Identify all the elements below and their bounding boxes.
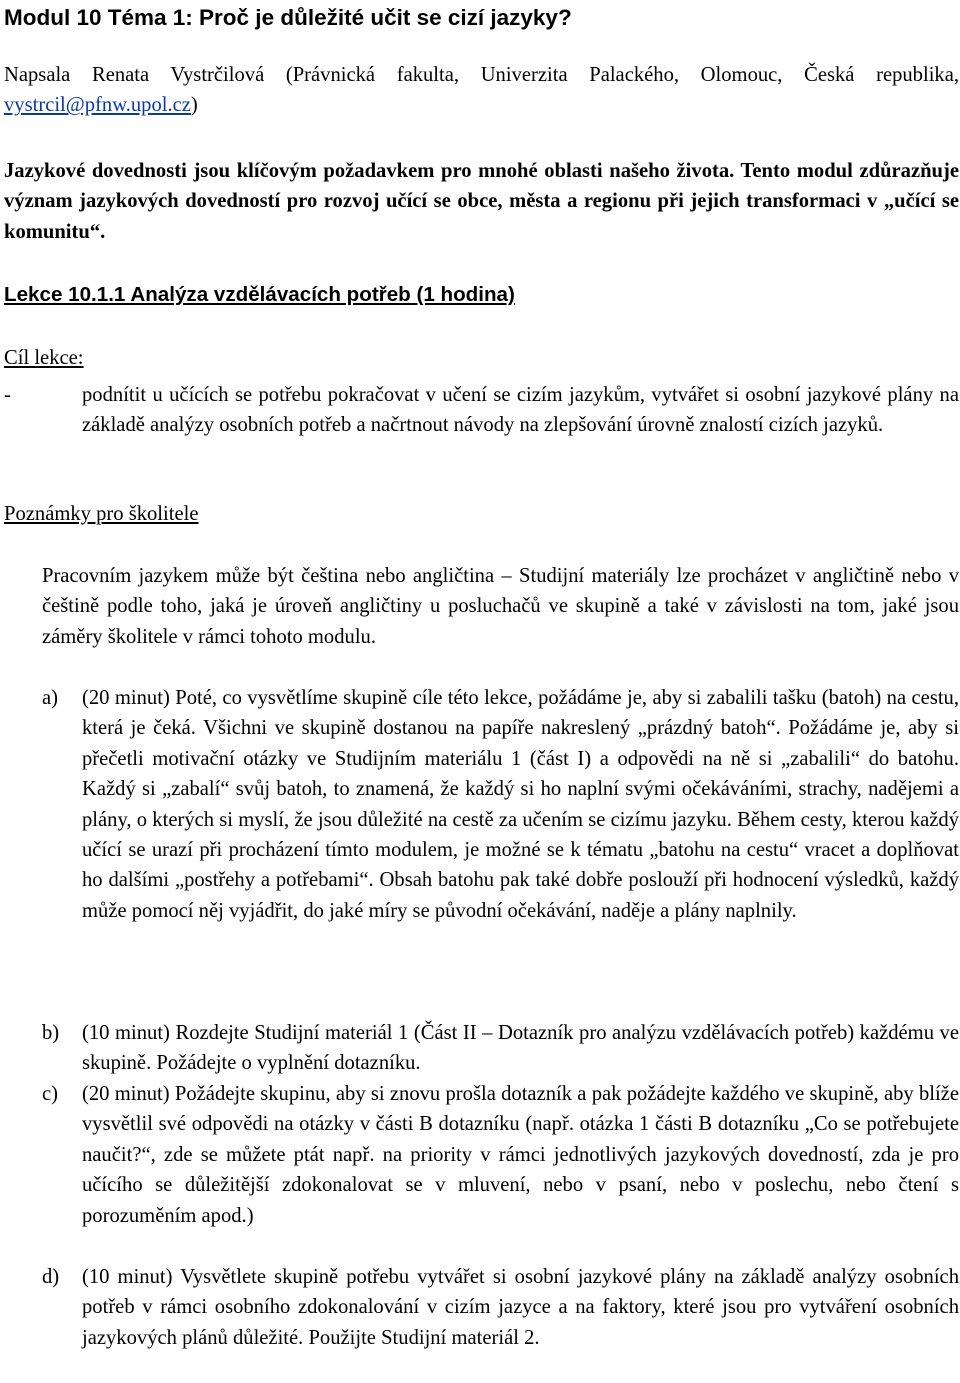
step-marker: a) [42, 687, 58, 709]
notes-heading-text: Poznámky pro školitele [4, 503, 199, 525]
step-marker: d) [42, 1266, 60, 1288]
goal-heading [4, 343, 84, 373]
notes-intro: Pracovním jazykem může být čeština nebo angličtina – Studijní materiály lze procházet v angličtině nebo v češtině podle toho, jaká je úroveň angličtiny u posluchačů ve skupině a také v závislosti na tom, jaké jsou záměry školitele v rámci tohoto modulu. [42, 565, 959, 648]
step-text: (10 minut) Rozdejte Studijní materiál 1 (Část II – Dotazník pro analýzu vzdělávacích potřeb) každému ve skupině. Požádejte o vyplnění dotazníku. [82, 1022, 959, 1075]
email-link[interactable]: vystrcil@pfnw.upol.cz [4, 94, 191, 117]
step-text: (20 minut) Poté, co vysvětlíme skupině cíle této lekce, požádáme je, aby si zabalili tašku (batoh) na cestu, která je čeká. Všichni ve skupině dostanou na papíře nakreslený „prázdný batoh“. Požádáme je, aby si přečetli motivační otázky ve Studijním materiálu 1 (část I) a odpovědi na ně si „zabalili“ do batohu. Každý si „zabalí“ svůj batoh, to znamená, že každý si ho naplní svými očekáváními, strachy, nadějemi a plány, o kterých si myslí, že jsou důležité na cestě za učením se cizímu jazyku. Během cesty, kterou každý učící se urazí při procházení tímto modulem, je možné se k tématu „batohu na cestu“ vracet a doplňovat ho dalšími „postřehy a potřebami“. Obsah batohu pak také dobře poslouží při hodnocení výsledků, každý může pomocí něj vyjádřit, do jaké míry se původní očekávání, naděje a plány naplnily. [82, 687, 959, 922]
step-marker: c) [42, 1083, 58, 1105]
lesson-heading-text: Lekce 10.1.1 Analýza vzdělávacích potřeb (1 hodina) [4, 283, 515, 306]
author-suffix: ) [190, 94, 198, 117]
goal-heading-text: Cíl lekce: [4, 347, 84, 369]
page-title: Modul 10 Téma 1: Proč je důležité učit se cizí jazyky? [4, 5, 572, 30]
author-line [4, 60, 959, 121]
goal-item-marker: - [4, 384, 11, 406]
step-marker: b) [42, 1022, 60, 1044]
lesson-heading [4, 280, 515, 310]
notes-heading [4, 499, 198, 529]
author-text: Napsala Renata Vystrčilová (Právnická fakulta, Univerzita Palackého, Olomouc, Česká republika, [4, 64, 959, 86]
step-text: (10 minut) Vysvětlete skupině potřebu vytvářet si osobní jazykové plány na základě analýzy osobních potřeb v rámci osobního zdokonalování v cizím jazyce a na faktory, které jsou pro vytváření osobních jazykových plánů důležité. Použijte Studijní materiál 2. [82, 1266, 959, 1349]
intro-paragraph: Jazykové dovednosti jsou klíčovým požadavkem pro mnohé oblasti našeho života. Tento modul zdůrazňuje význam jazykových dovedností pro rozvoj učící se obce, města a regionu při jejich transformaci v „učící se komunitu“. [4, 160, 959, 243]
step-text: (20 minut) Požádejte skupinu, aby si znovu prošla dotazník a pak požádejte každého ve skupině, aby blíže vysvětlil své odpovědi na otázky v části B dotazníku (např. otázka 1 části B dotazníku „Co se potřebujete naučit?“, zde se můžete ptát např. na priority v rámci jednotlivých jazykových dovedností, zda je pro učícího se důležitější zdokonalovat se v mluvení, nebo v psaní, nebo v poslechu, nebo čtení s porozuměním apod.) [82, 1083, 959, 1227]
goal-item-text: podnítit u učících se potřebu pokračovat v učení se cizím jazykům, vytvářet si osobní jazykové plány na základě analýzy osobních potřeb a načrtnout návody na zlepšování úrovně znalostí cizích jazyků. [82, 384, 959, 437]
